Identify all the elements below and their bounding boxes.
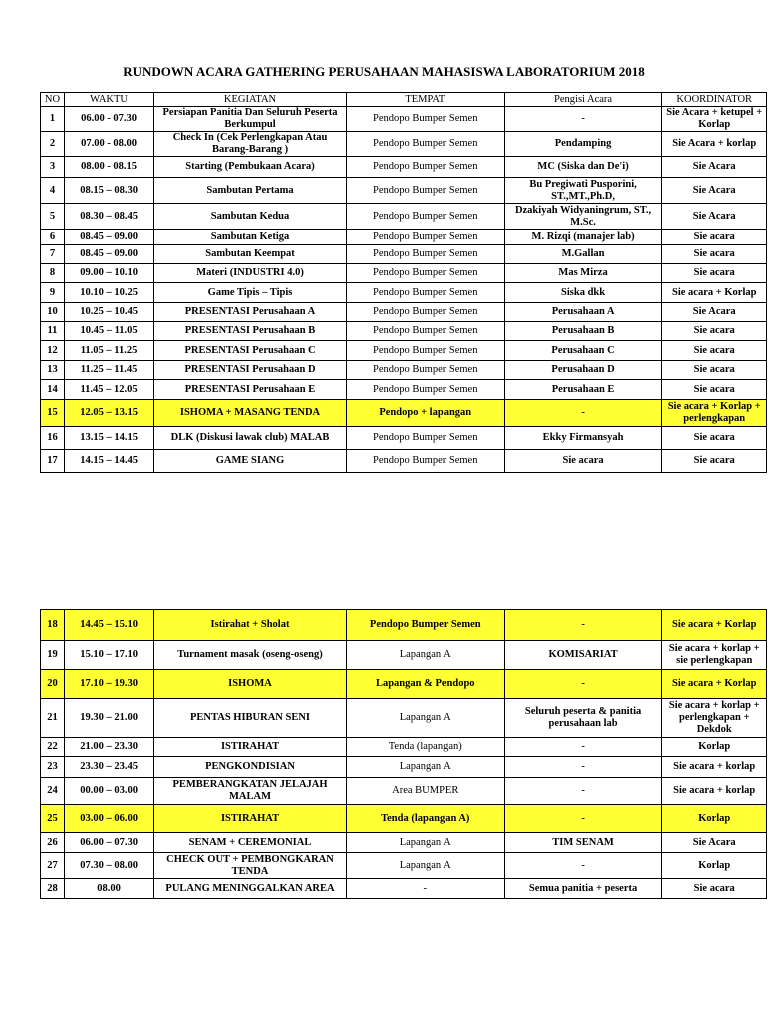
cell-kegiatan: PENTAS HIBURAN SENI <box>154 699 347 738</box>
cell-pengisi: M. Rizqi (manajer lab) <box>504 230 662 245</box>
cell-pengisi: - <box>504 778 662 805</box>
cell-kegiatan: Game Tipis – Tipis <box>154 283 347 303</box>
table-row <box>41 400 767 427</box>
table-row <box>41 380 767 400</box>
cell-koordinator: Sie Acara + korlap <box>662 132 767 157</box>
cell-no: 12 <box>41 341 65 361</box>
cell-pengisi: - <box>504 610 662 641</box>
cell-tempat: Pendopo Bumper Semen <box>346 427 504 450</box>
rundown-table-1 <box>40 92 767 473</box>
header-koordinator: KOORDINATOR <box>662 93 767 107</box>
table-row <box>41 879 767 899</box>
cell-waktu: 13.15 – 14.15 <box>64 427 153 450</box>
cell-no: 22 <box>41 738 65 757</box>
table-row <box>41 322 767 341</box>
cell-kegiatan: Sambutan Ketiga <box>154 230 347 245</box>
cell-tempat: Pendopo Bumper Semen <box>346 341 504 361</box>
cell-no: 4 <box>41 178 65 204</box>
cell-pengisi: Sie acara <box>504 450 662 473</box>
header-tempat: TEMPAT <box>346 93 504 107</box>
cell-kegiatan: PRESENTASI Perusahaan C <box>154 341 347 361</box>
cell-tempat: Area BUMPER <box>346 778 504 805</box>
cell-no: 2 <box>41 132 65 157</box>
table-row <box>41 245 767 264</box>
cell-pengisi: - <box>504 757 662 778</box>
cell-waktu: 14.15 – 14.45 <box>64 450 153 473</box>
cell-pengisi: Perusahaan A <box>504 303 662 322</box>
cell-kegiatan: Starting (Pembukaan Acara) <box>154 157 347 178</box>
cell-waktu: 09.00 – 10.10 <box>64 264 153 283</box>
table-row <box>41 107 767 132</box>
table-row <box>41 361 767 380</box>
cell-waktu: 08.00 <box>64 879 153 899</box>
cell-waktu: 10.10 – 10.25 <box>64 283 153 303</box>
table-row <box>41 610 767 641</box>
table-row <box>41 204 767 230</box>
cell-pengisi: - <box>504 670 662 699</box>
cell-koordinator: Sie acara <box>662 264 767 283</box>
cell-pengisi: Perusahaan D <box>504 361 662 380</box>
cell-koordinator: Korlap <box>662 853 767 879</box>
cell-koordinator: Sie Acara <box>662 204 767 230</box>
table-row <box>41 283 767 303</box>
cell-tempat: Lapangan A <box>346 757 504 778</box>
cell-tempat: Pendopo Bumper Semen <box>346 132 504 157</box>
cell-kegiatan: Sambutan Pertama <box>154 178 347 204</box>
cell-waktu: 14.45 – 15.10 <box>64 610 153 641</box>
cell-koordinator: Sie Acara <box>662 178 767 204</box>
cell-pengisi: Mas Mirza <box>504 264 662 283</box>
cell-waktu: 08.30 – 08.45 <box>64 204 153 230</box>
cell-kegiatan: ISTIRAHAT <box>154 805 347 833</box>
table-row <box>41 670 767 699</box>
cell-pengisi: MC (Siska dan De'i) <box>504 157 662 178</box>
cell-koordinator: Sie acara <box>662 879 767 899</box>
cell-waktu: 23.30 – 23.45 <box>64 757 153 778</box>
table-row <box>41 757 767 778</box>
cell-tempat: Pendopo Bumper Semen <box>346 157 504 178</box>
cell-waktu: 11.25 – 11.45 <box>64 361 153 380</box>
cell-no: 18 <box>41 610 65 641</box>
cell-koordinator: Sie Acara <box>662 303 767 322</box>
header-waktu: WAKTU <box>64 93 153 107</box>
table-row <box>41 450 767 473</box>
cell-kegiatan: CHECK OUT + PEMBONGKARAN TENDA <box>154 853 347 879</box>
cell-waktu: 15.10 – 17.10 <box>64 641 153 670</box>
cell-tempat: Lapangan A <box>346 641 504 670</box>
table-row <box>41 641 767 670</box>
rundown-table-2 <box>40 609 767 899</box>
cell-kegiatan: Turnament masak (oseng-oseng) <box>154 641 347 670</box>
header-pengisi-acara: Pengisi Acara <box>504 93 662 107</box>
cell-koordinator: Sie acara <box>662 380 767 400</box>
cell-kegiatan: Istirahat + Sholat <box>154 610 347 641</box>
cell-pengisi: Dzakiyah Widyaningrum, ST., M.Sc. <box>504 204 662 230</box>
cell-koordinator: Sie Acara <box>662 833 767 853</box>
cell-koordinator: Sie acara <box>662 361 767 380</box>
cell-koordinator: Sie acara + korlap <box>662 778 767 805</box>
cell-no: 14 <box>41 380 65 400</box>
cell-kegiatan: PRESENTASI Perusahaan E <box>154 380 347 400</box>
cell-waktu: 08.15 – 08.30 <box>64 178 153 204</box>
cell-no: 5 <box>41 204 65 230</box>
cell-waktu: 08.45 – 09.00 <box>64 230 153 245</box>
cell-koordinator: Sie acara + Korlap <box>662 670 767 699</box>
cell-tempat: Pendopo Bumper Semen <box>346 245 504 264</box>
cell-pengisi: Semua panitia + peserta <box>504 879 662 899</box>
cell-tempat: Pendopo Bumper Semen <box>346 264 504 283</box>
table-row <box>41 738 767 757</box>
cell-tempat: Tenda (lapangan) <box>346 738 504 757</box>
cell-tempat: - <box>346 879 504 899</box>
cell-no: 3 <box>41 157 65 178</box>
cell-koordinator: Sie acara <box>662 450 767 473</box>
cell-waktu: 12.05 – 13.15 <box>64 400 153 427</box>
cell-tempat: Tenda (lapangan A) <box>346 805 504 833</box>
cell-no: 28 <box>41 879 65 899</box>
cell-no: 17 <box>41 450 65 473</box>
cell-kegiatan: ISHOMA <box>154 670 347 699</box>
cell-waktu: 03.00 – 06.00 <box>64 805 153 833</box>
cell-no: 13 <box>41 361 65 380</box>
cell-pengisi: Siska dkk <box>504 283 662 303</box>
cell-no: 19 <box>41 641 65 670</box>
cell-waktu: 00.00 – 03.00 <box>64 778 153 805</box>
cell-tempat: Pendopo Bumper Semen <box>346 283 504 303</box>
table-row <box>41 341 767 361</box>
cell-kegiatan: DLK (Diskusi lawak club) MALAB <box>154 427 347 450</box>
cell-tempat: Pendopo Bumper Semen <box>346 380 504 400</box>
cell-pengisi: Bu Pregiwati Pusporini, ST.,MT.,Ph.D, <box>504 178 662 204</box>
cell-tempat: Lapangan A <box>346 699 504 738</box>
cell-kegiatan: SENAM + CEREMONIAL <box>154 833 347 853</box>
cell-no: 20 <box>41 670 65 699</box>
cell-no: 9 <box>41 283 65 303</box>
cell-no: 23 <box>41 757 65 778</box>
cell-no: 27 <box>41 853 65 879</box>
cell-koordinator: Sie acara + Korlap <box>662 283 767 303</box>
table-row <box>41 303 767 322</box>
cell-pengisi: Perusahaan B <box>504 322 662 341</box>
cell-waktu: 06.00 – 07.30 <box>64 833 153 853</box>
cell-kegiatan: ISHOMA + MASANG TENDA <box>154 400 347 427</box>
cell-waktu: 17.10 – 19.30 <box>64 670 153 699</box>
table-row <box>41 178 767 204</box>
cell-tempat: Pendopo Bumper Semen <box>346 361 504 380</box>
cell-kegiatan: PRESENTASI Perusahaan B <box>154 322 347 341</box>
cell-no: 11 <box>41 322 65 341</box>
cell-tempat: Pendopo Bumper Semen <box>346 107 504 132</box>
table-row <box>41 264 767 283</box>
cell-kegiatan: Materi (INDUSTRI 4.0) <box>154 264 347 283</box>
cell-tempat: Lapangan A <box>346 853 504 879</box>
cell-pengisi: Perusahaan E <box>504 380 662 400</box>
cell-koordinator: Sie acara + Korlap + perlengkapan <box>662 400 767 427</box>
table-row <box>41 230 767 245</box>
table-row <box>41 833 767 853</box>
cell-pengisi: - <box>504 400 662 427</box>
cell-tempat: Pendopo Bumper Semen <box>346 610 504 641</box>
cell-waktu: 11.05 – 11.25 <box>64 341 153 361</box>
cell-tempat: Pendopo Bumper Semen <box>346 322 504 341</box>
cell-waktu: 07.00 - 08.00 <box>64 132 153 157</box>
cell-waktu: 08.45 – 09.00 <box>64 245 153 264</box>
cell-kegiatan: PENGKONDISIAN <box>154 757 347 778</box>
document-title: RUNDOWN ACARA GATHERING PERUSAHAAN MAHASISWA LABORATORIUM 2018 <box>123 64 645 79</box>
cell-pengisi: TIM SENAM <box>504 833 662 853</box>
cell-kegiatan: GAME SIANG <box>154 450 347 473</box>
header-kegiatan: KEGIATAN <box>154 93 347 107</box>
cell-tempat: Pendopo Bumper Semen <box>346 230 504 245</box>
cell-kegiatan: Check In (Cek Perlengkapan Atau Barang-Barang ) <box>154 132 347 157</box>
cell-waktu: 19.30 – 21.00 <box>64 699 153 738</box>
cell-pengisi: - <box>504 107 662 132</box>
header-no: NO <box>41 93 65 107</box>
cell-pengisi: Perusahaan C <box>504 341 662 361</box>
cell-no: 16 <box>41 427 65 450</box>
cell-no: 7 <box>41 245 65 264</box>
cell-no: 10 <box>41 303 65 322</box>
cell-koordinator: Sie acara + korlap <box>662 757 767 778</box>
cell-koordinator: Sie acara + korlap + perlengkapan + Dekdok <box>662 699 767 738</box>
cell-no: 21 <box>41 699 65 738</box>
cell-kegiatan: Sambutan Keempat <box>154 245 347 264</box>
cell-koordinator: Korlap <box>662 738 767 757</box>
cell-no: 24 <box>41 778 65 805</box>
cell-kegiatan: PEMBERANGKATAN JELAJAH MALAM <box>154 778 347 805</box>
cell-kegiatan: Persiapan Panitia Dan Seluruh Peserta Berkumpul <box>154 107 347 132</box>
cell-koordinator: Sie Acara + ketupel + Korlap <box>662 107 767 132</box>
cell-no: 25 <box>41 805 65 833</box>
cell-kegiatan: PRESENTASI Perusahaan D <box>154 361 347 380</box>
table-header-row <box>41 93 767 107</box>
cell-tempat: Pendopo Bumper Semen <box>346 303 504 322</box>
cell-waktu: 07.30 – 08.00 <box>64 853 153 879</box>
cell-no: 1 <box>41 107 65 132</box>
cell-no: 26 <box>41 833 65 853</box>
cell-waktu: 08.00 - 08.15 <box>64 157 153 178</box>
cell-waktu: 10.45 – 11.05 <box>64 322 153 341</box>
cell-waktu: 21.00 – 23.30 <box>64 738 153 757</box>
cell-koordinator: Sie Acara <box>662 157 767 178</box>
cell-koordinator: Sie acara <box>662 245 767 264</box>
table-row <box>41 853 767 879</box>
cell-kegiatan: PULANG MENINGGALKAN AREA <box>154 879 347 899</box>
cell-koordinator: Korlap <box>662 805 767 833</box>
cell-no: 8 <box>41 264 65 283</box>
cell-pengisi: KOMISARIAT <box>504 641 662 670</box>
cell-pengisi: - <box>504 738 662 757</box>
cell-pengisi: M.Gallan <box>504 245 662 264</box>
cell-koordinator: Sie acara + Korlap <box>662 610 767 641</box>
cell-koordinator: Sie acara <box>662 341 767 361</box>
cell-tempat: Pendopo Bumper Semen <box>346 178 504 204</box>
table-row <box>41 805 767 833</box>
cell-waktu: 10.25 – 10.45 <box>64 303 153 322</box>
cell-waktu: 11.45 – 12.05 <box>64 380 153 400</box>
cell-pengisi: - <box>504 853 662 879</box>
cell-pengisi: Seluruh peserta & panitia perusahaan lab <box>504 699 662 738</box>
cell-pengisi: Ekky Firmansyah <box>504 427 662 450</box>
cell-kegiatan: Sambutan Kedua <box>154 204 347 230</box>
cell-koordinator: Sie acara <box>662 230 767 245</box>
cell-tempat: Pendopo Bumper Semen <box>346 450 504 473</box>
cell-koordinator: Sie acara <box>662 427 767 450</box>
table-row <box>41 157 767 178</box>
cell-tempat: Lapangan & Pendopo <box>346 670 504 699</box>
cell-pengisi: Pendamping <box>504 132 662 157</box>
table-row <box>41 699 767 738</box>
cell-no: 6 <box>41 230 65 245</box>
cell-waktu: 06.00 - 07.30 <box>64 107 153 132</box>
table-row <box>41 132 767 157</box>
cell-koordinator: Sie acara + korlap + sie perlengkapan <box>662 641 767 670</box>
table-row <box>41 778 767 805</box>
cell-kegiatan: PRESENTASI Perusahaan A <box>154 303 347 322</box>
cell-pengisi: - <box>504 805 662 833</box>
table-row <box>41 427 767 450</box>
cell-no: 15 <box>41 400 65 427</box>
cell-tempat: Lapangan A <box>346 833 504 853</box>
cell-tempat: Pendopo + lapangan <box>346 400 504 427</box>
cell-koordinator: Sie acara <box>662 322 767 341</box>
cell-kegiatan: ISTIRAHAT <box>154 738 347 757</box>
cell-tempat: Pendopo Bumper Semen <box>346 204 504 230</box>
